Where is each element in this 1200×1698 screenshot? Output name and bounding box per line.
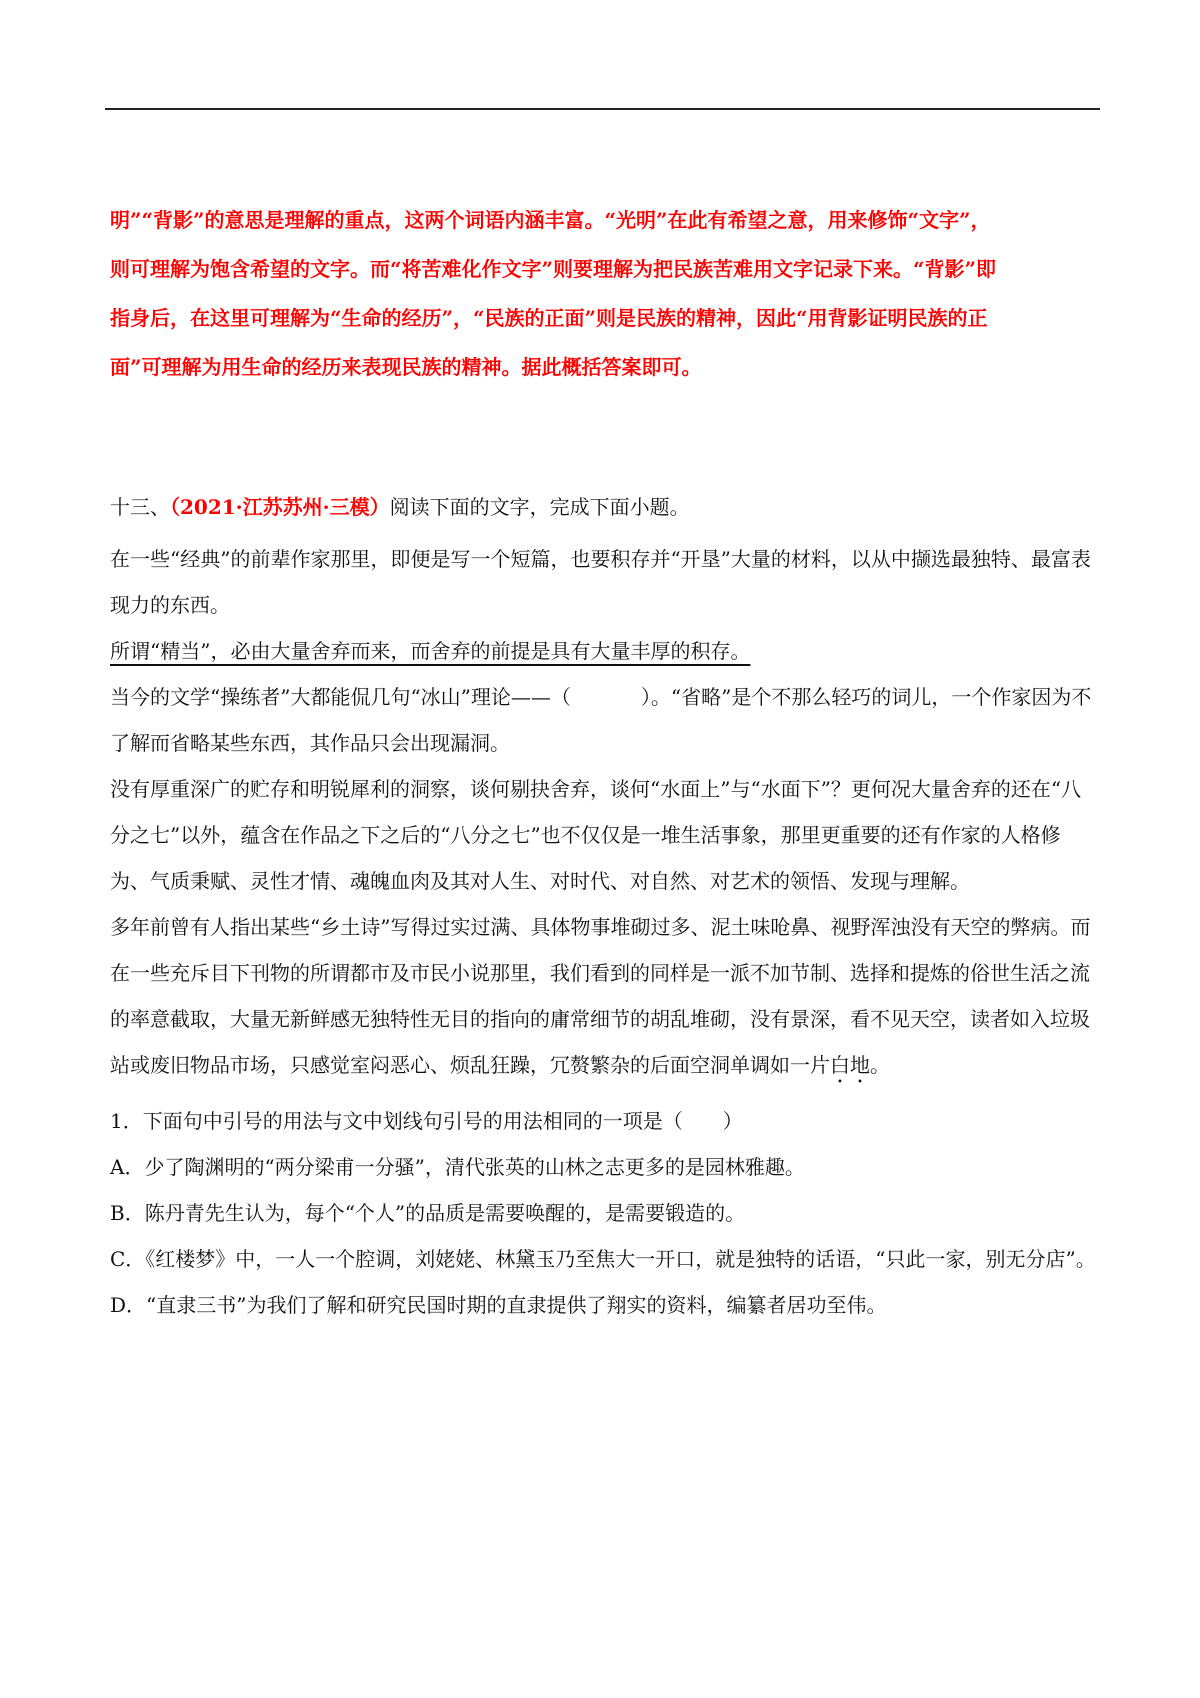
option-b: B．陈丹青先生认为，每个“个人”的品质是需要唤醒的，是需要锻造的。 (110, 1201, 746, 1225)
option-c: C．《红楼梦》中，一人一个腔调，刘姥姥、林黛玉乃至焦大一开口，就是独特的话语，“只此一家，别无分店”。 (110, 1247, 1096, 1271)
multiple-choice (110, 1098, 1100, 1328)
answer-line: 面”可理解为用生命的经历来表现民族的精神。据此概括答案即可。 (110, 355, 702, 379)
answer-line: 则可理解为饱含希望的文字。而“将苦难化作文字”则要理解为把民族苦难用文字记录下来。“背影”即 (110, 257, 997, 281)
underlined-sentence: 所谓“精当”，必由大量舍弃而来，而舍弃的前提是具有大量丰厚的积存。 (110, 639, 751, 663)
question-number: 十三、 (110, 495, 170, 519)
passage-paragraph (110, 904, 1100, 1088)
header-rule (105, 108, 1100, 110)
passage-paragraph: 没有厚重深广的贮存和明锐犀利的洞察，谈何剔抉舍弃，谈何“水面上”与“水面下”？更何况大量舍弃的还在“八分之七”以外，蕴含在作品之下之后的“八分之七”也不仅仅是一堆生活事象，那里更重要的还有作家的人格修为、气质秉赋、灵性才情、魂魄血肉及其对人生、对时代、对自然、对艺术的领悟、发现与理解。 (110, 777, 1082, 893)
passage-paragraph: 在一些“经典”的前辈作家那里，即便是写一个短篇，也要积存并“开垦”大量的材料，以从中撷选最独特、最富表现力的东西。 (110, 547, 1091, 617)
answer-explanation (110, 196, 1100, 392)
option-d: D．“直隶三书”为我们了解和研究民国时期的直隶提供了翔实的资料，编纂者居功至伟。 (110, 1293, 887, 1317)
question-title (110, 490, 1100, 524)
question-thirteen (110, 490, 1100, 1328)
question-stem: 1．下面句中引号的用法与文中划线句引号的用法相同的一项是（ ） (110, 1109, 743, 1133)
answer-line: 指身后，在这里可理解为“生命的经历”，“民族的正面”则是民族的精神，因此“用背影证明民族的正 (110, 306, 988, 330)
option-a: A．少了陶渊明的“两分梁甫一分骚”，清代张英的山林之志更多的是园林雅趣。 (110, 1155, 805, 1179)
question-instruction: 阅读下面的文字，完成下面小题。 (389, 495, 690, 519)
passage-paragraph (110, 674, 1100, 766)
question-source: （2021·江苏苏州·三模） (170, 495, 390, 519)
answer-line: 明”“背影”的意思是理解的重点，这两个词语内涵丰富。“光明”在此有希望之意，用来修饰“文字”， (110, 208, 991, 232)
passage-text: 多年前曾有人指出某些“乡土诗”写得过实过满、具体物事堆砌过多、泥土味呛鼻、视野浑浊没有天空的弊病。而在一些充斥目下刊物的所谓都市及市民小说那里，我们看到的同样是一派不加节制、选择和提炼的俗世生活之流的率意截取，大量无新鲜感无独特性无目的指向的庸常细节的胡乱堆砌，没有景深，看不见天空，读者如入垃圾站或废旧物品市场，只感觉室闷恶心、烦乱狂躁，冗赘繁杂的后面空洞单调如一片 (110, 915, 1091, 1077)
passage-text: 当今的文学“操练者”大都能侃几句“冰山”理论——（ (110, 685, 571, 709)
passage-text: 。 (870, 1053, 890, 1077)
reading-passage (110, 536, 1100, 1088)
emphasized-word: 白地 (830, 1053, 870, 1077)
passage-paragraph-underlined (110, 628, 1100, 674)
passage-text: ）。“省略”是个不那么轻巧的词儿，一个作家因为不了解而省略某些东西，其作品只会出现漏洞。 (110, 685, 1092, 755)
